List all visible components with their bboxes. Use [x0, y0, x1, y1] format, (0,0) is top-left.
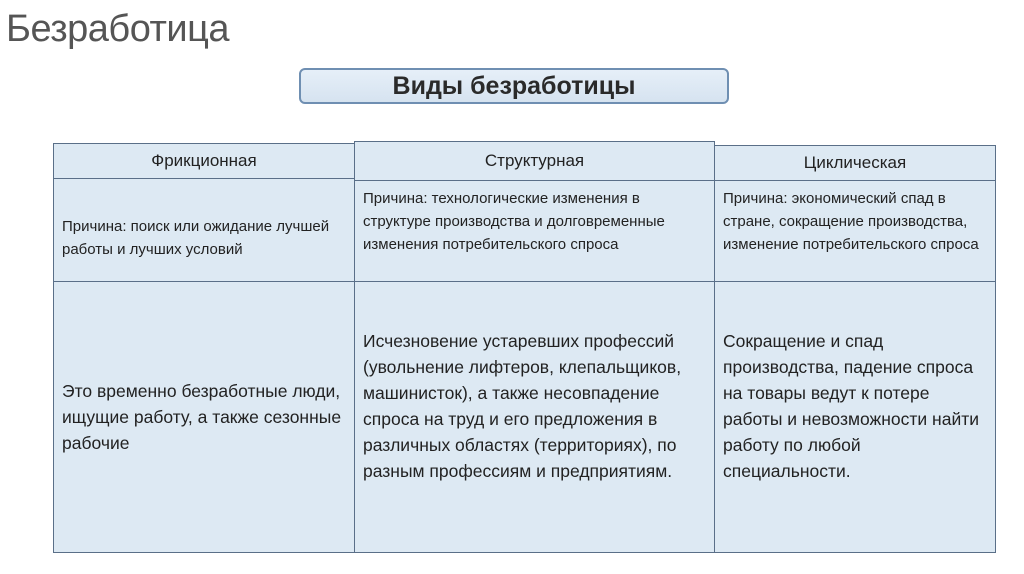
reason-text: Причина: технологические изменения в структуре производства и долговременные изменения потребительского спроса — [363, 190, 665, 253]
section-heading-label: Виды безработицы — [392, 71, 636, 100]
reason-text: Причина: поиск или ожидание лучшей работы и лучших условий — [62, 218, 330, 258]
description-cell-structural — [354, 281, 715, 553]
column-header-cyclical — [714, 145, 996, 181]
description-text: Сокращение и спад производства, падение спроса на товары ведут к потере работы и невозможности найти работу по любой специальности. — [723, 331, 980, 481]
reason-cell-frictional — [53, 178, 355, 282]
page-title: Безработица — [6, 8, 230, 50]
description-text: Это временно безработные люди, ищущие работу, а также сезонные рабочие — [62, 381, 342, 453]
reason-cell-structural — [354, 180, 715, 282]
column-header-label: Структурная — [484, 151, 585, 170]
description-cell-cyclical — [714, 281, 996, 553]
section-heading — [299, 68, 729, 104]
column-header-label: Фрикционная — [151, 151, 257, 170]
reason-text: Причина: экономический спад в стране, сокращение производства, изменение потребительского спроса — [723, 190, 979, 253]
column-header-frictional — [53, 143, 355, 179]
description-cell-frictional — [53, 281, 355, 553]
reason-cell-cyclical — [714, 180, 996, 282]
column-header-structural — [354, 141, 715, 181]
description-text: Исчезновение устаревших профессий (увольнение лифтеров, клепальщиков, машинисток), а также несовпадение спроса на труд и его предложения в различных областях (территориях), по разным профессиям и предприятиям. — [363, 331, 682, 481]
column-header-label: Циклическая — [803, 153, 907, 172]
